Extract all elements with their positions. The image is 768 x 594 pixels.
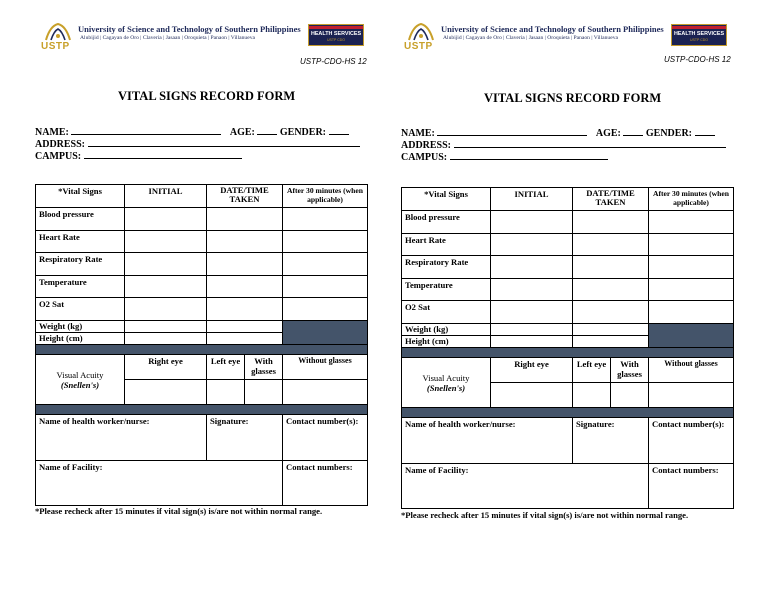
campus-label: CAMPUS:: [35, 151, 82, 162]
visual-acuity-header-row: [36, 355, 368, 380]
table-row: [36, 321, 368, 333]
age-field[interactable]: [623, 126, 643, 136]
ustp-seal-icon: [40, 22, 76, 42]
divider-row: [402, 408, 734, 418]
visual-acuity-label: [402, 358, 491, 408]
university-name: University of Science and Technology of Southern Philippines: [78, 24, 301, 34]
facility-row: [402, 464, 734, 509]
header-after-30: After 30 minutes (when applicable): [283, 185, 368, 208]
with-glasses-label: With glasses: [610, 358, 648, 382]
badge-stripe: [672, 26, 726, 29]
row-label-respiratory-rate: Respiratory Rate: [36, 253, 125, 276]
recheck-note: *Please recheck after 15 minutes if vital sign(s) is/are not within normal range.: [35, 506, 323, 516]
header-vital-signs: *Vital Signs: [402, 188, 491, 211]
table-row: [402, 301, 734, 324]
address-label: ADDRESS:: [401, 140, 452, 151]
cell-input[interactable]: [491, 336, 573, 348]
snellen-label: (Snellen's): [426, 382, 466, 393]
without-glasses-label: Without glasses: [283, 355, 368, 380]
table-header-row: [402, 188, 734, 211]
cell-input[interactable]: [207, 231, 283, 253]
cell-input[interactable]: [491, 301, 573, 324]
row-label-respiratory-rate: Respiratory Rate: [402, 256, 491, 279]
left-eye-input[interactable]: [207, 380, 283, 405]
cell-input[interactable]: [649, 256, 734, 279]
campus-list: Alubijid | Cagayan de Oro | Claveria | Jasaan | Oroquieta | Panaon | Villanueva: [80, 35, 255, 41]
row-label-heart-rate: Heart Rate: [402, 234, 491, 256]
health-worker-field[interactable]: Name of health worker/nurse:: [36, 415, 207, 461]
cell-input[interactable]: [125, 321, 207, 333]
cell-input[interactable]: [649, 279, 734, 301]
row-label-temperature: Temperature: [36, 276, 125, 298]
vital-signs-table: [35, 184, 368, 506]
right-eye-input[interactable]: [125, 380, 207, 405]
table-row: [402, 211, 734, 234]
shaded-divider: [36, 405, 368, 415]
cell-input[interactable]: [207, 298, 283, 321]
university-name: University of Science and Technology of Southern Philippines: [441, 24, 664, 34]
row-label-o2-sat: O2 Sat: [402, 301, 491, 324]
table-header-row: [36, 185, 368, 208]
facility-field[interactable]: Name of Facility:: [402, 464, 649, 509]
header-date-time: DATE/TIME TAKEN: [207, 185, 283, 208]
row-label-o2-sat: O2 Sat: [36, 298, 125, 321]
gender-label: GENDER:: [645, 128, 693, 139]
cell-input[interactable]: [283, 276, 368, 298]
name-field[interactable]: [437, 126, 587, 136]
right-eye-label: Right eye: [491, 358, 573, 383]
right-eye-label: Right eye: [125, 355, 207, 380]
table-row: [36, 276, 368, 298]
shaded-cell: [283, 321, 368, 345]
table-row: [402, 256, 734, 279]
shaded-divider: [402, 348, 734, 358]
without-glasses-input[interactable]: [649, 383, 734, 408]
cell-input[interactable]: [573, 301, 649, 324]
cell-input[interactable]: [207, 276, 283, 298]
without-glasses-label: Without glasses: [649, 358, 734, 383]
visual-acuity-title: Visual Acuity: [422, 372, 470, 383]
cell-input[interactable]: [573, 279, 649, 301]
cell-input[interactable]: [283, 208, 368, 231]
cell-input[interactable]: [283, 298, 368, 321]
row-label-blood-pressure: Blood pressure: [402, 211, 491, 234]
shaded-cell: [649, 324, 734, 348]
left-eye-label: [573, 358, 649, 383]
divider-row: [36, 345, 368, 355]
shaded-divider: [36, 345, 368, 355]
cell-input[interactable]: [649, 234, 734, 256]
campus-row: [35, 149, 242, 162]
cell-input[interactable]: [125, 208, 207, 231]
form-code: USTP-CDO-HS 12: [300, 57, 367, 66]
cell-input[interactable]: [207, 253, 283, 276]
header-initial: INITIAL: [491, 188, 573, 211]
signature-field[interactable]: Signature:: [207, 415, 283, 461]
badge-subtitle: USTP CDO: [689, 38, 709, 42]
cell-input[interactable]: [207, 333, 283, 345]
contact-numbers-field[interactable]: Contact numbers:: [649, 464, 734, 509]
badge-stripe: [309, 26, 363, 29]
with-glasses-value[interactable]: [244, 380, 282, 404]
cell-input[interactable]: [573, 324, 649, 336]
badge-title: HEALTH SERVICES: [310, 31, 362, 37]
contact-number-field[interactable]: Contact number(s):: [649, 418, 734, 464]
campus-list: Alubijid | Cagayan de Oro | Claveria | Jasaan | Oroquieta | Panaon | Villanueva: [443, 35, 618, 41]
contact-number-field[interactable]: Contact number(s):: [283, 415, 368, 461]
health-worker-field[interactable]: Name of health worker/nurse:: [402, 418, 573, 464]
row-label-blood-pressure: Blood pressure: [36, 208, 125, 231]
cell-input[interactable]: [649, 301, 734, 324]
divider-row: [402, 348, 734, 358]
signature-field[interactable]: Signature:: [573, 418, 649, 464]
form-title: VITAL SIGNS RECORD FORM: [484, 91, 662, 105]
form-header: [403, 22, 733, 58]
table-row: [402, 234, 734, 256]
left-eye-text: Left eye: [576, 359, 607, 369]
name-label: NAME:: [401, 128, 435, 139]
left-eye-label: [207, 355, 283, 380]
left-eye-text: Left eye: [210, 356, 241, 366]
header-date-time: DATE/TIME TAKEN: [573, 188, 649, 211]
row-label-temperature: Temperature: [402, 279, 491, 301]
recheck-note: *Please recheck after 15 minutes if vital sign(s) is/are not within normal range.: [401, 510, 689, 520]
cell-input[interactable]: [207, 321, 283, 333]
cell-input[interactable]: [491, 324, 573, 336]
form-header: [40, 22, 370, 58]
health-worker-row: [402, 418, 734, 464]
table-row: [402, 279, 734, 301]
cell-input[interactable]: [125, 253, 207, 276]
campus-field[interactable]: [84, 149, 242, 159]
name-field[interactable]: [71, 125, 221, 135]
cell-input[interactable]: [125, 276, 207, 298]
campus-field[interactable]: [450, 150, 608, 160]
facility-field[interactable]: Name of Facility:: [36, 461, 283, 506]
cell-input[interactable]: [573, 256, 649, 279]
name-label: NAME:: [35, 127, 69, 138]
cell-input[interactable]: [283, 253, 368, 276]
age-label: AGE:: [229, 127, 255, 138]
visual-acuity-title: Visual Acuity: [56, 369, 104, 380]
logo-text: USTP: [404, 41, 433, 52]
gender-field[interactable]: [329, 125, 349, 135]
cell-input[interactable]: [491, 279, 573, 301]
address-field[interactable]: [88, 137, 360, 147]
cell-input[interactable]: [207, 208, 283, 231]
badge-title: HEALTH SERVICES: [673, 31, 725, 37]
ustp-seal-icon: [403, 22, 439, 42]
form-code: USTP-CDO-HS 12: [664, 55, 731, 64]
health-worker-row: [36, 415, 368, 461]
cell-input[interactable]: [125, 298, 207, 321]
row-label-weight: Weight (kg): [36, 321, 125, 333]
table-row: [36, 208, 368, 231]
cell-input[interactable]: [573, 211, 649, 234]
table-row: [402, 324, 734, 336]
age-field[interactable]: [257, 125, 277, 135]
with-glasses-value[interactable]: [610, 383, 648, 407]
age-label: AGE:: [595, 128, 621, 139]
snellen-label: (Snellen's): [60, 379, 100, 390]
ustp-logo: [40, 22, 76, 54]
cell-input[interactable]: [573, 336, 649, 348]
header-after-30: After 30 minutes (when applicable): [649, 188, 734, 211]
cell-input[interactable]: [491, 211, 573, 234]
form-title: VITAL SIGNS RECORD FORM: [118, 89, 296, 103]
shaded-divider: [402, 408, 734, 418]
contact-numbers-field[interactable]: Contact numbers:: [283, 461, 368, 506]
row-label-weight: Weight (kg): [402, 324, 491, 336]
table-row: [36, 231, 368, 253]
badge-subtitle: USTP CDO: [326, 38, 346, 42]
row-label-heart-rate: Heart Rate: [36, 231, 125, 253]
cell-input[interactable]: [283, 231, 368, 253]
cell-input[interactable]: [491, 256, 573, 279]
vital-signs-form-right: [366, 0, 750, 594]
address-field[interactable]: [454, 138, 726, 148]
without-glasses-input[interactable]: [283, 380, 368, 405]
left-eye-value[interactable]: [573, 383, 610, 407]
cell-input[interactable]: [125, 231, 207, 253]
left-eye-input[interactable]: [573, 383, 649, 408]
header-initial: INITIAL: [125, 185, 207, 208]
vital-signs-table: [401, 187, 734, 509]
with-glasses-label: With glasses: [244, 355, 282, 379]
table-row: [36, 298, 368, 321]
health-services-badge: [671, 24, 727, 46]
gender-label: GENDER:: [279, 127, 327, 138]
cell-input[interactable]: [649, 211, 734, 234]
left-eye-value[interactable]: [207, 380, 244, 404]
cell-input[interactable]: [573, 234, 649, 256]
visual-acuity-label: [36, 355, 125, 405]
visual-acuity-header-row: [402, 358, 734, 383]
ustp-logo: [403, 22, 439, 54]
facility-row: [36, 461, 368, 506]
campus-row: [401, 150, 608, 163]
gender-field[interactable]: [695, 126, 715, 136]
logo-text: USTP: [41, 41, 70, 52]
row-label-height: Height (cm): [36, 333, 125, 345]
row-label-height: Height (cm): [402, 336, 491, 348]
cell-input[interactable]: [125, 333, 207, 345]
table-row: [36, 253, 368, 276]
divider-row: [36, 405, 368, 415]
cell-input[interactable]: [491, 234, 573, 256]
health-services-badge: [308, 24, 364, 46]
address-label: ADDRESS:: [35, 139, 86, 150]
header-vital-signs: *Vital Signs: [36, 185, 125, 208]
campus-label: CAMPUS:: [401, 152, 448, 163]
right-eye-input[interactable]: [491, 383, 573, 408]
